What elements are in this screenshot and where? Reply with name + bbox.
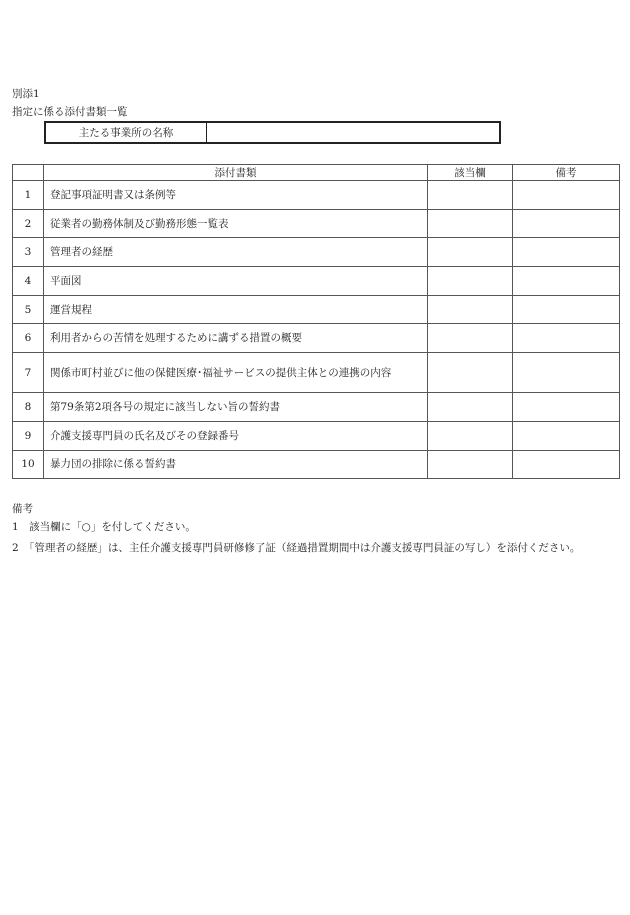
table-row xyxy=(13,267,620,296)
remarks-cell[interactable] xyxy=(513,353,620,393)
applicable-cell[interactable] xyxy=(428,421,513,450)
row-number: 10 xyxy=(13,450,44,479)
remarks-cell[interactable] xyxy=(513,295,620,324)
row-number: 6 xyxy=(13,324,44,353)
notes-title: 備考 xyxy=(12,503,33,515)
remarks-cell[interactable] xyxy=(513,324,620,353)
row-number: 8 xyxy=(13,393,44,422)
remarks-cell[interactable] xyxy=(513,209,620,238)
document-name: 登記事項証明書又は条例等 xyxy=(44,181,428,210)
office-name-label: 主たる事業所の名称 xyxy=(45,122,207,143)
note-item-2: 2 「管理者の経歴」は、主任介護支援専門員研修修了証（経過措置期間中は介護支援専門員証の写し）を添付ください。 xyxy=(12,542,581,554)
remarks-cell[interactable] xyxy=(513,181,620,210)
applicable-cell[interactable] xyxy=(428,238,513,267)
remarks-cell[interactable] xyxy=(513,238,620,267)
annex-label: 別添1 xyxy=(12,88,40,100)
office-name-table xyxy=(44,121,501,144)
header-document: 添付書類 xyxy=(44,165,428,181)
applicable-cell[interactable] xyxy=(428,295,513,324)
remarks-cell[interactable] xyxy=(513,393,620,422)
page-title: 指定に係る添付書類一覧 xyxy=(12,106,128,118)
attachments-table xyxy=(12,164,620,479)
applicable-cell[interactable] xyxy=(428,450,513,479)
table-header-row xyxy=(13,165,620,181)
applicable-cell[interactable] xyxy=(428,181,513,210)
table-row xyxy=(13,421,620,450)
row-number: 4 xyxy=(13,267,44,296)
table-row xyxy=(13,353,620,393)
document-name: 介護支援専門員の氏名及びその登録番号 xyxy=(44,421,428,450)
applicable-cell[interactable] xyxy=(428,267,513,296)
table-row xyxy=(13,324,620,353)
applicable-cell[interactable] xyxy=(428,353,513,393)
header-remarks: 備考 xyxy=(513,165,620,181)
row-number: 1 xyxy=(13,181,44,210)
remarks-cell[interactable] xyxy=(513,450,620,479)
applicable-cell[interactable] xyxy=(428,324,513,353)
header-no xyxy=(13,165,44,181)
table-row xyxy=(13,393,620,422)
remarks-cell[interactable] xyxy=(513,267,620,296)
row-number: 3 xyxy=(13,238,44,267)
applicable-cell[interactable] xyxy=(428,209,513,238)
document-name: 管理者の経歴 xyxy=(44,238,428,267)
table-row xyxy=(13,450,620,479)
document-name: 運営規程 xyxy=(44,295,428,324)
row-number: 9 xyxy=(13,421,44,450)
header-applicable: 該当欄 xyxy=(428,165,513,181)
row-number: 2 xyxy=(13,209,44,238)
row-number: 5 xyxy=(13,295,44,324)
remarks-cell[interactable] xyxy=(513,421,620,450)
document-name: 従業者の勤務体制及び勤務形態一覧表 xyxy=(44,209,428,238)
table-row xyxy=(13,238,620,267)
note-item-1: 1 該当欄に「○」を付してください。 xyxy=(12,521,196,533)
document-name: 関係市町村並びに他の保健医療･福祉サービスの提供主体との連携の内容 xyxy=(44,353,428,393)
document-name: 平面図 xyxy=(44,267,428,296)
table-row xyxy=(13,209,620,238)
document-name: 利用者からの苦情を処理するために講ずる措置の概要 xyxy=(44,324,428,353)
applicable-cell[interactable] xyxy=(428,393,513,422)
office-name-field[interactable] xyxy=(207,122,501,143)
table-row xyxy=(13,295,620,324)
row-number: 7 xyxy=(13,353,44,393)
table-row xyxy=(13,181,620,210)
document-name: 暴力団の排除に係る誓約書 xyxy=(44,450,428,479)
document-name: 第79条第2項各号の規定に該当しない旨の誓約書 xyxy=(44,393,428,422)
